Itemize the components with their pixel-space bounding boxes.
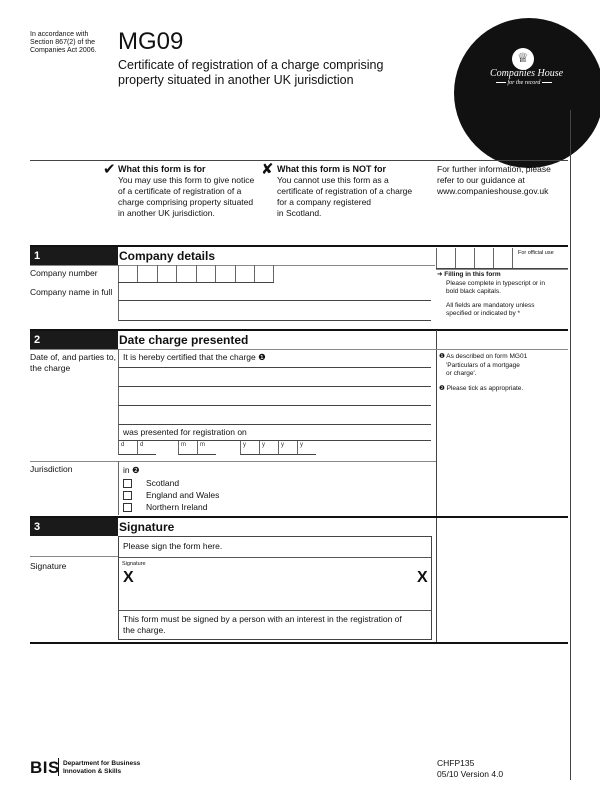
divider xyxy=(30,556,118,557)
form-not-for xyxy=(277,164,437,219)
form-for xyxy=(118,164,268,219)
filling-note-line: Please complete in typescript or in xyxy=(446,279,545,287)
filling-note-title-text: Filling in this form xyxy=(444,271,501,278)
form-for-title: What this form is for xyxy=(118,164,206,174)
scotland-checkbox[interactable] xyxy=(123,479,132,488)
further-info-line: For further information, please xyxy=(437,164,551,174)
form-for-line: of a certificate of registration of a xyxy=(118,186,242,196)
signature-small-label: Signature xyxy=(122,561,146,567)
section-2-title: Date charge presented xyxy=(119,333,249,347)
mandatory-note-line: specified or indicated by * xyxy=(446,310,521,317)
charge-note-line: ❶ As described on form MG01 xyxy=(439,353,528,360)
northern-ireland-label: Northern Ireland xyxy=(146,502,208,512)
scotland-label: Scotland xyxy=(146,478,180,488)
northern-ireland-checkbox[interactable] xyxy=(123,503,132,512)
logo-text: Companies House xyxy=(490,68,564,79)
divider xyxy=(436,269,568,270)
dept-line: Department for Business xyxy=(63,760,141,767)
charge-field-2[interactable] xyxy=(118,368,431,387)
divider xyxy=(118,461,119,515)
date-year-1[interactable]: y xyxy=(240,441,259,455)
section-1-title: Company details xyxy=(119,249,216,263)
filling-note-line: bold black capitals. xyxy=(446,288,501,295)
date-year-2[interactable]: y xyxy=(259,441,278,455)
jurisdiction-in: in ❷ xyxy=(123,465,140,475)
bis-logo: BIS xyxy=(30,758,60,777)
please-sign-text: Please sign the form here. xyxy=(123,541,223,551)
england-wales-checkbox[interactable] xyxy=(123,491,132,500)
accordance-text xyxy=(30,31,97,55)
signature-field[interactable] xyxy=(119,558,431,610)
form-for-line: You may use this form to give notice xyxy=(118,175,255,185)
form-for-line: in another UK jurisdiction. xyxy=(118,208,215,218)
signature-footer xyxy=(123,614,429,636)
mandatory-note-line: All fields are mandatory unless xyxy=(446,301,535,309)
england-wales-label: England and Wales xyxy=(146,490,220,500)
crown-icon: ♕ xyxy=(512,48,534,70)
company-name-field[interactable] xyxy=(118,283,431,301)
date-month-2[interactable]: m xyxy=(197,441,216,455)
version-text: 05/10 Version 4.0 xyxy=(437,769,504,779)
right-margin-line xyxy=(570,110,571,780)
filling-note xyxy=(437,271,569,319)
signature-label: Signature xyxy=(30,561,67,571)
form-not-for-line: You cannot use this form as a xyxy=(277,175,389,185)
official-use-label: For official use xyxy=(518,250,554,256)
companies-house-logo xyxy=(454,18,600,168)
form-not-for-line: certificate of registration of a charge xyxy=(277,186,413,196)
further-info xyxy=(437,164,567,197)
form-title-line: property situated in another UK jurisdiction xyxy=(118,73,354,87)
jurisdiction-label: Jurisdiction xyxy=(30,464,73,474)
certified-text: It is hereby certified that the charge ❶ xyxy=(123,352,266,362)
parties-label xyxy=(30,352,116,374)
divider xyxy=(119,610,431,611)
chfp-code: CHFP135 xyxy=(437,758,475,768)
section-1-number: 1 xyxy=(30,247,118,265)
presented-text: was presented for registration on xyxy=(123,427,247,437)
form-title xyxy=(118,58,383,88)
company-number-field[interactable] xyxy=(118,265,274,283)
charge-note xyxy=(439,353,569,393)
date-month-1[interactable]: m xyxy=(178,441,197,455)
cross-icon: ✘ xyxy=(261,161,274,178)
divider xyxy=(30,461,436,462)
section-2-number: 2 xyxy=(30,331,118,349)
date-day-1[interactable]: d xyxy=(118,441,137,455)
charge-field-1[interactable] xyxy=(118,349,431,368)
company-number-label: Company number xyxy=(30,268,98,278)
parties-label-line: the charge xyxy=(30,363,71,373)
accordance-line: Companies Act 2006. xyxy=(30,47,97,54)
charge-note-line: or charge'. xyxy=(446,370,477,377)
further-info-line: refer to our guidance at xyxy=(437,175,525,185)
official-use-box xyxy=(436,248,568,269)
form-for-line: charge comprising property situated xyxy=(118,197,254,207)
company-name-label: Company name in full xyxy=(30,287,113,297)
dept-name xyxy=(63,760,140,776)
form-not-for-title: What this form is NOT for xyxy=(277,164,386,174)
tick-icon: ✔ xyxy=(103,161,116,178)
form-title-line: Certificate of registration of a charge comprising xyxy=(118,58,384,72)
parties-label-line: Date of, and parties to, xyxy=(30,352,116,362)
charge-field-4[interactable] xyxy=(118,406,431,425)
divider xyxy=(58,758,59,776)
date-day-2[interactable]: d xyxy=(137,441,156,455)
section-3-number: 3 xyxy=(30,518,118,536)
signature-box xyxy=(118,536,432,640)
signature-footer-line: This form must be signed by a person with an interest in the registration of xyxy=(123,614,402,624)
form-code: MG09 xyxy=(118,28,184,55)
sign-mark-left-icon: X xyxy=(123,569,134,586)
section-3-title: Signature xyxy=(119,520,175,534)
form-not-for-line: for a company registered xyxy=(277,197,372,207)
dept-line: Innovation & Skills xyxy=(63,768,122,775)
logo-subtext-label: for the record xyxy=(507,80,541,86)
charge-note-line: 'Particulars of a mortgage xyxy=(446,361,520,369)
accordance-line: In accordance with xyxy=(30,31,89,38)
company-name-field-2[interactable] xyxy=(118,301,431,321)
logo-subtext xyxy=(496,80,552,86)
side-column-rule xyxy=(436,330,437,642)
date-field[interactable] xyxy=(118,441,320,456)
signature-footer-line: the charge. xyxy=(123,625,166,635)
charge-field-3[interactable] xyxy=(118,387,431,406)
accordance-line: Section 867(2) of the xyxy=(30,39,95,46)
date-year-3[interactable]: y xyxy=(278,441,297,455)
further-info-line: www.companieshouse.gov.uk xyxy=(437,186,549,196)
sign-mark-right-icon: X xyxy=(417,569,428,586)
filling-note-title: ➜ Filling in this form xyxy=(437,271,501,278)
presented-row xyxy=(118,425,431,441)
form-end-rule xyxy=(30,642,568,644)
form-version xyxy=(437,758,503,780)
date-year-4[interactable]: y xyxy=(297,441,316,455)
form-not-for-line: in Scotland. xyxy=(277,208,322,218)
tick-note: ❷ Please tick as appropriate. xyxy=(439,384,524,392)
